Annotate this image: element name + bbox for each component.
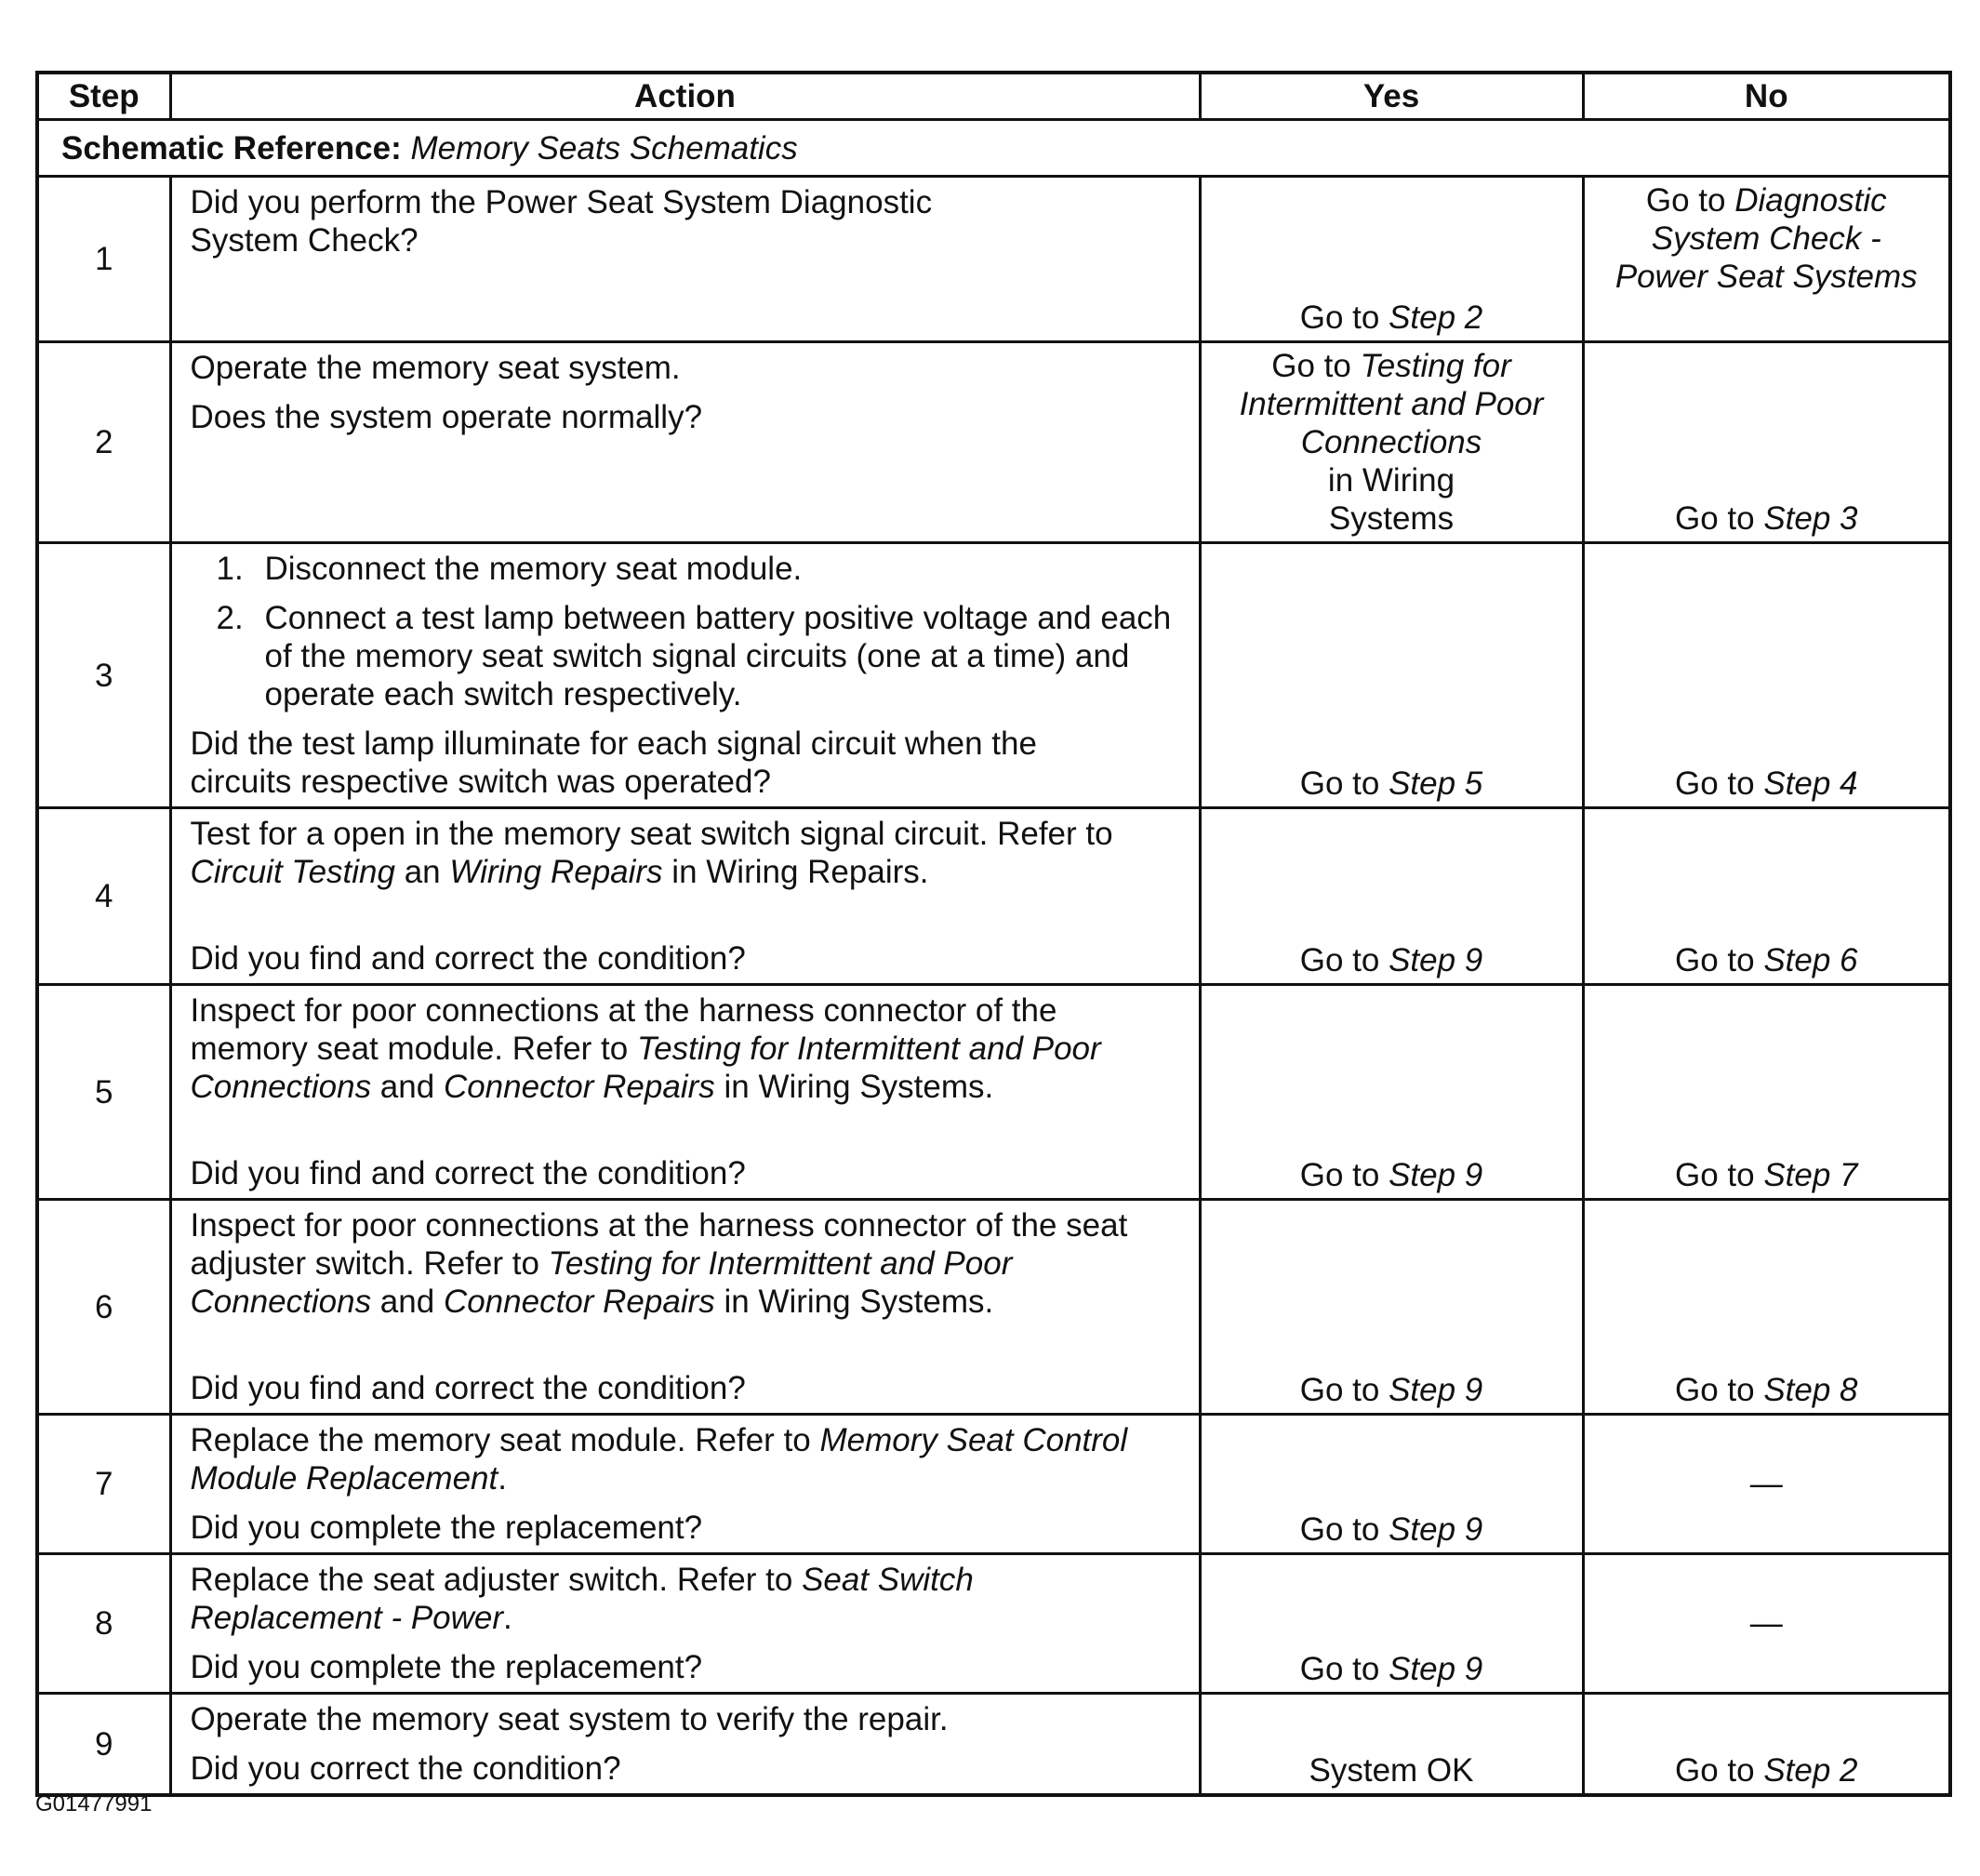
testing-intermittent-link[interactable]: Testing for Intermittent and Poor Connections bbox=[190, 1031, 1101, 1105]
yes-prefix: Go to bbox=[1299, 765, 1389, 802]
action-text bbox=[191, 991, 1184, 1106]
action-text-part: in Wiring Systems. bbox=[714, 1069, 994, 1105]
list-text: Connect a test lamp between battery positive voltage and each of the memory seat switch signal circuits (one at a time) and operate each switch respectively. bbox=[264, 600, 1172, 712]
yes-prefix: Go to bbox=[1299, 942, 1389, 978]
yes-prefix: Go to bbox=[1271, 348, 1361, 384]
action-text: Operate the memory seat system. bbox=[190, 350, 681, 386]
no-link[interactable]: Step 3 bbox=[1763, 500, 1858, 537]
action-text bbox=[191, 1421, 1184, 1497]
no-cell bbox=[1583, 543, 1950, 808]
yes-suffix: in Wiring Systems bbox=[1327, 462, 1455, 537]
table-row bbox=[37, 1415, 1950, 1554]
action-question: Did you complete the replacement? bbox=[190, 1510, 703, 1546]
no-dash: — bbox=[1749, 1466, 1783, 1502]
action-question: Did you find and correct the condition? bbox=[190, 1370, 746, 1406]
header-no: No bbox=[1583, 73, 1950, 120]
action-question: Did you find and correct the condition? bbox=[190, 1155, 746, 1191]
no-dash: — bbox=[1749, 1605, 1783, 1642]
no-prefix: Go to bbox=[1674, 942, 1764, 978]
action-question: Did you complete the replacement? bbox=[190, 1649, 703, 1685]
action-text-part: . bbox=[503, 1600, 512, 1636]
action-text-part: Replace the seat adjuster switch. Refer to bbox=[190, 1562, 803, 1598]
yes-prefix: Go to bbox=[1299, 299, 1389, 336]
connector-repairs-link[interactable]: Connector Repairs bbox=[443, 1284, 715, 1320]
yes-cell bbox=[1200, 1415, 1583, 1554]
no-prefix: Go to bbox=[1674, 1752, 1764, 1789]
header-yes: Yes bbox=[1200, 73, 1583, 120]
yes-link[interactable]: Step 9 bbox=[1389, 942, 1483, 978]
no-link[interactable]: Step 2 bbox=[1763, 1752, 1858, 1789]
no-cell bbox=[1583, 1200, 1950, 1415]
no-prefix: Go to bbox=[1674, 500, 1764, 537]
table-row bbox=[37, 1694, 1950, 1796]
table-row bbox=[37, 808, 1950, 985]
yes-cell bbox=[1200, 1200, 1583, 1415]
step-number: 6 bbox=[37, 1200, 170, 1415]
step-number: 9 bbox=[37, 1694, 170, 1796]
no-link[interactable]: Step 4 bbox=[1763, 765, 1858, 802]
figure-id: G01477991 bbox=[35, 1791, 153, 1816]
no-prefix: Go to bbox=[1674, 765, 1764, 802]
schematic-label: Schematic Reference: bbox=[61, 129, 402, 166]
no-cell bbox=[1583, 1694, 1950, 1796]
action-text bbox=[191, 1206, 1184, 1321]
yes-cell bbox=[1200, 1694, 1583, 1796]
yes-link[interactable]: Testing for Intermittent and Poor Connections bbox=[1239, 348, 1544, 460]
no-cell bbox=[1583, 177, 1950, 342]
action-question: Did the test lamp illuminate for each signal circuit when the circuits respective switch was operated? bbox=[190, 725, 1037, 800]
yes-prefix: Go to bbox=[1299, 1372, 1389, 1408]
action-text-part: an bbox=[394, 854, 450, 890]
list-text: Disconnect the memory seat module. bbox=[264, 551, 803, 587]
header-action: Action bbox=[170, 73, 1200, 120]
no-link[interactable]: Diagnostic System Check - Power Seat Systems bbox=[1615, 182, 1918, 295]
action-text: Operate the memory seat system to verify the repair. bbox=[190, 1701, 949, 1737]
action-question: Did you perform the Power Seat System Diagnostic System Check? bbox=[190, 184, 933, 259]
yes-cell bbox=[1200, 342, 1583, 543]
no-link[interactable]: Step 6 bbox=[1763, 942, 1858, 978]
action-question: Did you correct the condition? bbox=[190, 1750, 621, 1787]
action-text-part: . bbox=[498, 1460, 507, 1497]
no-prefix: Go to bbox=[1674, 1372, 1764, 1408]
wiring-repairs-link[interactable]: Wiring Repairs bbox=[449, 854, 663, 890]
no-cell bbox=[1583, 985, 1950, 1200]
table-row bbox=[37, 985, 1950, 1200]
yes-cell bbox=[1200, 985, 1583, 1200]
list-item bbox=[191, 550, 1184, 588]
list-item bbox=[191, 599, 1184, 713]
no-cell bbox=[1583, 342, 1950, 543]
step-number: 7 bbox=[37, 1415, 170, 1554]
yes-prefix: Go to bbox=[1299, 1651, 1389, 1687]
table-row bbox=[37, 543, 1950, 808]
action-text-part: Inspect for poor connections at the harness connector of the seat adjuster switch. Refer to bbox=[190, 1207, 1128, 1282]
yes-prefix: Go to bbox=[1299, 1157, 1389, 1193]
diagnostic-table bbox=[35, 71, 1952, 1797]
no-link[interactable]: Step 8 bbox=[1763, 1372, 1858, 1408]
yes-link[interactable]: Step 9 bbox=[1389, 1372, 1483, 1408]
seat-switch-replacement-link[interactable]: Seat Switch Replacement - Power bbox=[190, 1562, 974, 1636]
action-cell bbox=[170, 1694, 1200, 1796]
circuit-testing-link[interactable]: Circuit Testing bbox=[190, 854, 395, 890]
action-cell bbox=[170, 985, 1200, 1200]
table-row bbox=[37, 1200, 1950, 1415]
step-number: 1 bbox=[37, 177, 170, 342]
yes-link[interactable]: Step 9 bbox=[1389, 1651, 1483, 1687]
yes-text: System OK bbox=[1309, 1752, 1474, 1789]
action-text-part: in Wiring Systems. bbox=[714, 1284, 994, 1320]
schematic-reference bbox=[37, 120, 1950, 177]
action-text bbox=[191, 815, 1184, 891]
schematic-link[interactable]: Memory Seats Schematics bbox=[410, 129, 798, 166]
table-row bbox=[37, 1554, 1950, 1694]
yes-prefix: Go to bbox=[1299, 1511, 1389, 1548]
list-number: 2. bbox=[216, 600, 244, 636]
no-prefix: Go to bbox=[1645, 182, 1735, 219]
no-cell bbox=[1583, 1415, 1950, 1554]
yes-link[interactable]: Step 2 bbox=[1389, 299, 1483, 336]
action-steps-list bbox=[191, 550, 1184, 713]
action-text-part: in Wiring Repairs. bbox=[662, 854, 929, 890]
no-cell bbox=[1583, 1554, 1950, 1694]
header-row bbox=[37, 73, 1950, 120]
action-question: Did you find and correct the condition? bbox=[190, 940, 746, 977]
action-cell bbox=[170, 808, 1200, 985]
action-cell bbox=[170, 543, 1200, 808]
table-row bbox=[37, 342, 1950, 543]
yes-cell bbox=[1200, 1554, 1583, 1694]
step-number: 5 bbox=[37, 985, 170, 1200]
step-number: 8 bbox=[37, 1554, 170, 1694]
no-prefix: Go to bbox=[1674, 1157, 1764, 1193]
step-number: 2 bbox=[37, 342, 170, 543]
table-row bbox=[37, 177, 1950, 342]
action-cell bbox=[170, 1415, 1200, 1554]
header-step: Step bbox=[37, 73, 170, 120]
action-cell bbox=[170, 1200, 1200, 1415]
action-text-part: and bbox=[371, 1284, 444, 1320]
testing-intermittent-link[interactable]: Testing for Intermittent and Poor Connections bbox=[190, 1245, 1013, 1320]
action-text bbox=[191, 1561, 1009, 1637]
step-number: 4 bbox=[37, 808, 170, 985]
step-number: 3 bbox=[37, 543, 170, 808]
action-text-part: Inspect for poor connections at the harness connector of the memory seat module. Refer to bbox=[190, 992, 1057, 1067]
yes-cell bbox=[1200, 177, 1583, 342]
action-text-part: Test for a open in the memory seat switch signal circuit. Refer to bbox=[190, 816, 1113, 852]
schematic-row bbox=[37, 120, 1950, 177]
action-cell bbox=[170, 342, 1200, 543]
action-cell bbox=[170, 1554, 1200, 1694]
yes-link[interactable]: Step 9 bbox=[1389, 1157, 1483, 1193]
no-link[interactable]: Step 7 bbox=[1763, 1157, 1858, 1193]
yes-link[interactable]: Step 9 bbox=[1389, 1511, 1483, 1548]
action-text-part: and bbox=[371, 1069, 444, 1105]
action-question: Does the system operate normally? bbox=[190, 399, 703, 435]
no-cell bbox=[1583, 808, 1950, 985]
connector-repairs-link[interactable]: Connector Repairs bbox=[443, 1069, 715, 1105]
action-cell bbox=[170, 177, 1200, 342]
action-text-part: Replace the memory seat module. Refer to bbox=[190, 1422, 820, 1458]
module-replacement-link[interactable]: Memory Seat Control Module Replacement bbox=[190, 1422, 1128, 1497]
yes-link[interactable]: Step 5 bbox=[1389, 765, 1483, 802]
yes-cell bbox=[1200, 543, 1583, 808]
list-number: 1. bbox=[216, 551, 244, 587]
yes-cell bbox=[1200, 808, 1583, 985]
